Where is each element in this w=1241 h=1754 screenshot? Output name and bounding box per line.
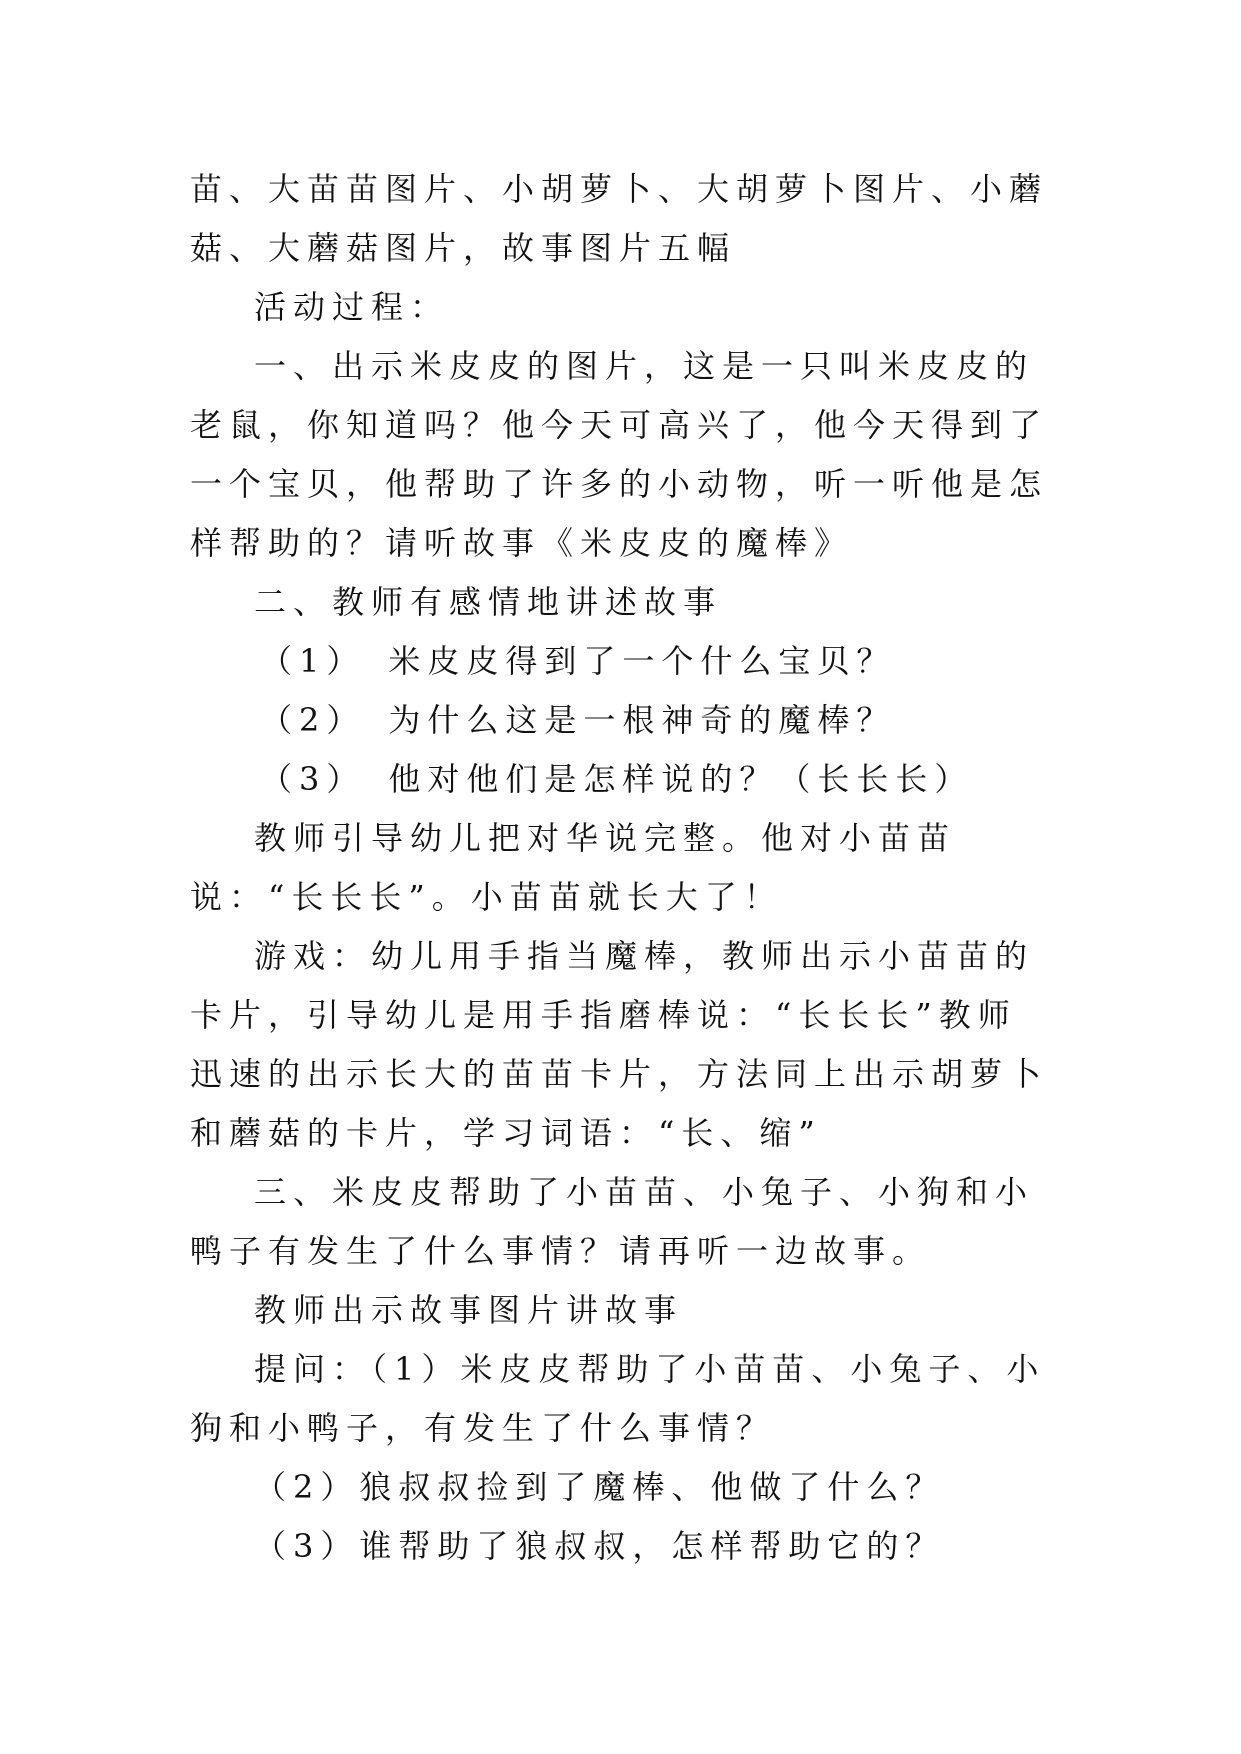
- question-1: （1） 米皮皮得到了一个什么宝贝？: [260, 642, 896, 680]
- document-body: [190, 160, 1050, 1576]
- materials-paragraph: 苗、大苗苗图片、小胡萝卜、大胡萝卜图片、小蘑菇、大蘑菇图片，故事图片五幅: [190, 170, 1049, 267]
- question-3: （3） 他对他们是怎样说的？（长长长）: [260, 760, 974, 798]
- teacher-story-paragraph: 教师出示故事图片讲故事: [254, 1291, 684, 1329]
- teacher-guide-paragraph: 教师引导幼儿把对华说完整。他对小苗苗说：“长长长”。小苗苗就长大了！: [190, 819, 957, 916]
- question-list-2: （2）狼叔叔捡到了魔棒、他做了什么？: [254, 1468, 945, 1506]
- question-2: （2） 为什么这是一根神奇的魔棒？: [260, 701, 896, 739]
- step-two-heading: 二、教师有感情地讲述故事: [254, 583, 723, 621]
- question-list-3: （3）谁帮助了狼叔叔，怎样帮助它的？: [254, 1527, 945, 1565]
- step-one-paragraph: 一、出示米皮皮的图片，这是一只叫米皮皮的老鼠，你知道吗？他今天可高兴了，他今天得到了一个宝贝，他帮助了许多的小动物，听一听他是怎样帮助的？请听故事《米皮皮的魔棒》: [190, 347, 1049, 562]
- activity-process-heading: 活动过程：: [254, 288, 450, 326]
- step-three-paragraph: 三、米皮皮帮助了小苗苗、小兔子、小狗和小鸭子有发生了什么事情？请再听一边故事。: [190, 1173, 1035, 1270]
- question-list-intro: 提问：（1）米皮皮帮助了小苗苗、小兔子、小狗和小鸭子，有发生了什么事情？: [190, 1350, 1046, 1447]
- game-paragraph: 游戏：幼儿用手指当魔棒，教师出示小苗苗的卡片，引导幼儿是用手指磨棒说：“长长长”教师迅速的出示长大的苗苗卡片，方法同上出示胡萝卜和蘑菇的卡片，学习词语：“长、缩”: [190, 937, 1049, 1152]
